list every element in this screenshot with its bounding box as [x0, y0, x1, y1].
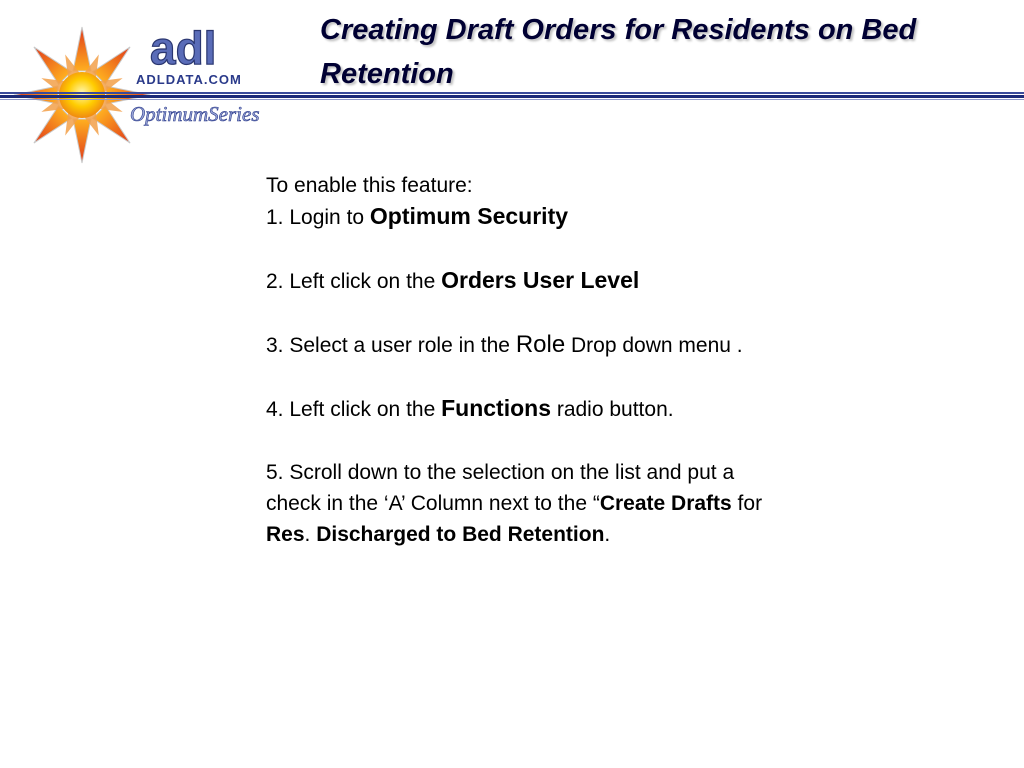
step-5-prefix: 5. Scroll down to the selection on the list and put a check in the ‘A’ Column next to the “ — [266, 461, 735, 515]
step-5-target: Discharged to Bed Retention — [316, 523, 605, 546]
header-divider — [0, 95, 1024, 98]
step-4 — [266, 393, 766, 425]
logo-brand-text: adl — [150, 22, 217, 74]
step-3-prefix: 3. Select a user role in the — [266, 334, 516, 357]
instructions — [266, 170, 766, 582]
adl-optimumseries-logo — [0, 0, 300, 170]
step-5 — [266, 457, 766, 550]
step-4-target: Functions — [441, 395, 551, 421]
step-4-prefix: 4. Left click on the — [266, 398, 442, 421]
step-5-item: Create Drafts — [599, 492, 732, 515]
step-2-prefix: 2. Left click on the — [266, 270, 442, 293]
page-title: Creating Draft Orders for Residents on Bed Retention — [320, 14, 917, 90]
step-3-suffix: Drop down menu . — [565, 334, 743, 357]
step-5-mid: for — [731, 492, 763, 515]
intro-text: To enable this feature: — [266, 174, 473, 197]
step-4-suffix: radio button. — [551, 398, 674, 421]
step-5-end: . — [604, 523, 611, 546]
step-1-target: Optimum Security — [369, 203, 569, 229]
step-5-res: Res — [266, 523, 305, 546]
step-5-dot: . — [304, 523, 317, 546]
logo-domain-text: ADLDATA.COM — [136, 72, 242, 87]
header-divider — [0, 92, 1024, 94]
header-divider — [0, 99, 1024, 100]
step-2-target: Orders User Level — [441, 267, 640, 293]
step-2 — [266, 265, 766, 297]
step-3-target: Role — [515, 331, 566, 358]
step-1 — [266, 201, 766, 233]
step-3 — [266, 329, 766, 361]
step-1-prefix: 1. Login to — [266, 206, 370, 229]
logo-series-text: OptimumSeries — [130, 102, 260, 126]
